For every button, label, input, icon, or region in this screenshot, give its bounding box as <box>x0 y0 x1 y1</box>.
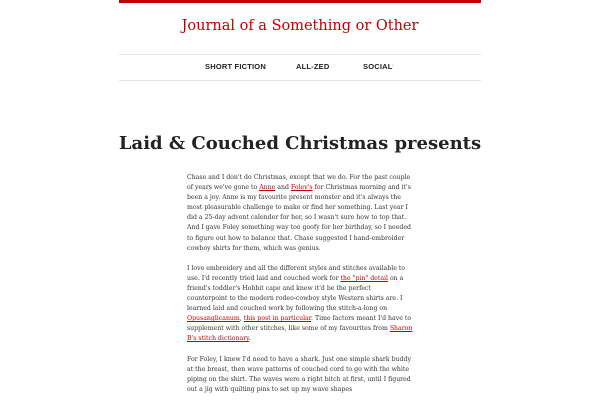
site-title-link[interactable]: Journal of a Something or Other <box>181 18 419 34</box>
nav-top-divider <box>119 54 481 55</box>
link-pin-detail[interactable]: the "pin" detail <box>340 274 388 282</box>
text: on a friend's toddler's Hobbit cape and knew it'd be the perfect counterpoint to the modern rodeo-cowboy style Western shirts are. I learned laid and couched work by following the stitch-a-long on <box>187 274 404 313</box>
link-opusanglicanum[interactable]: Opusanglicanum <box>187 315 240 323</box>
link-this-post[interactable]: this post in particular <box>243 315 312 323</box>
paragraph-3 <box>187 355 413 395</box>
text: , <box>239 315 244 323</box>
text: . Time factors meant I'd have to supplement with other stitches, like some of my favourites from <box>187 315 412 333</box>
text: . <box>248 335 251 343</box>
paragraph-1 <box>187 173 413 254</box>
text: for Christmas morning and it's been a joy. Anne is my favourite present monster and it's always the most pleasurable challenge to make or find her something. Last year I did a 25-day advent calender for her, so I wasn't sure how to top that. And I gave Foley something way too goofy for her birthday, so I needed to figure out how to balance that. Chase suggested I hand-embroider cowboy shirts for them, which was genius. <box>187 184 411 252</box>
link-stitch-dictionary[interactable]: Sharon B's stitch dictionary <box>187 325 413 343</box>
text: I love embroidery and all the different styles and stitches available to use. I'd recently tried laid and couched work for <box>187 264 406 282</box>
text: Chase and I don't do Christmas, except that we do. For the past couple of years we've gone to <box>187 174 411 192</box>
nav-bottom-divider <box>119 80 481 81</box>
link-anne[interactable]: Anne <box>259 184 276 192</box>
paragraph-2 <box>187 264 413 345</box>
nav-item-short-fiction[interactable]: SHORT FICTION <box>205 62 266 71</box>
main-navigation <box>0 62 600 76</box>
top-accent-rule <box>119 0 481 3</box>
link-foleys[interactable]: Foley's <box>290 184 313 192</box>
nav-item-social[interactable]: SOCIAL <box>363 62 393 71</box>
text: For Foley, I knew I'd need to have a shark. Just one simple shark buddy at the breast, then wave patterns of couched cord to go with the white piping on the shirt. The waves were a right bitch at first, until I figured out a jig with quilting pins to set up my wave shapes <box>187 355 411 393</box>
post-content <box>187 173 413 400</box>
nav-item-all-zed[interactable]: ALL-ZED <box>296 62 330 71</box>
text: and <box>275 184 291 192</box>
chevron-down-icon[interactable]: › <box>392 63 394 69</box>
post-title: Laid & Couched Christmas presents <box>118 133 482 154</box>
